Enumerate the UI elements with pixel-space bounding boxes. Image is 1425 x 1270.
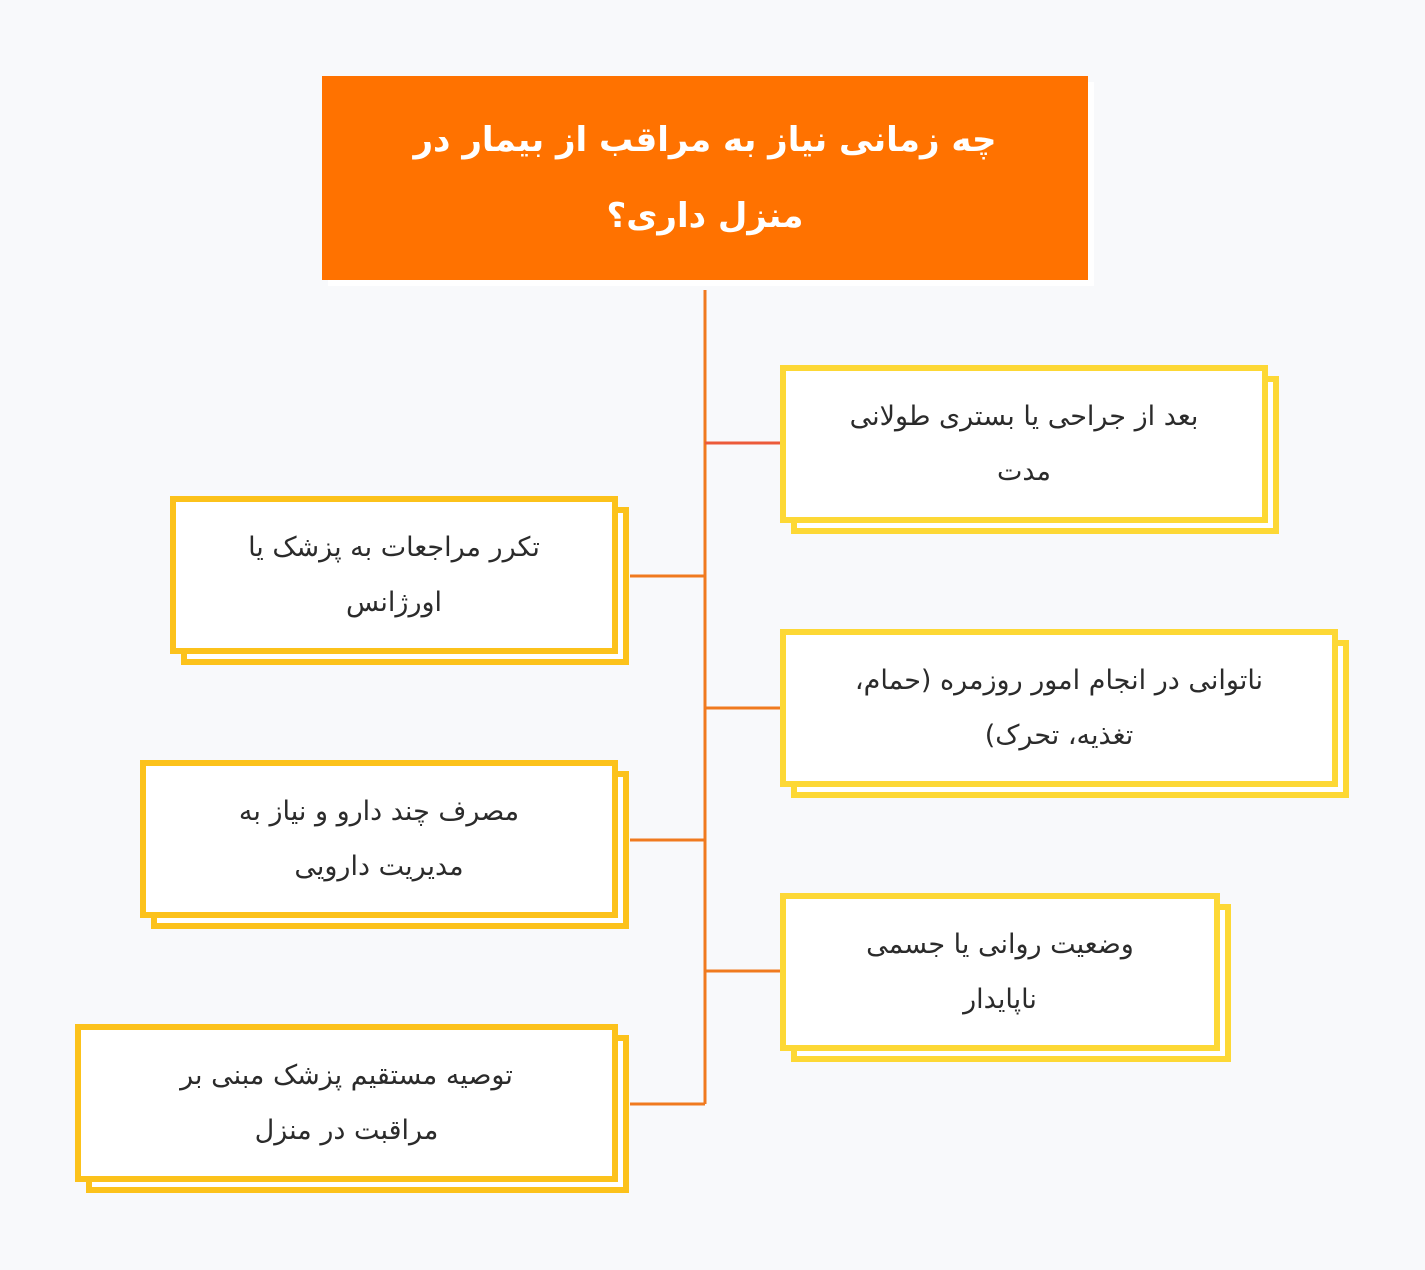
node-label: تکرر مراجعات به پزشک یا اورژانس	[248, 532, 540, 618]
node-left-1	[170, 496, 618, 654]
node-box	[140, 760, 618, 918]
node-label: توصیه مستقیم پزشک مبنی بر مراقبت در منزل	[180, 1060, 513, 1146]
node-box	[170, 496, 618, 654]
node-right-3	[780, 893, 1220, 1051]
node-left-2	[140, 760, 618, 918]
node-box	[780, 365, 1268, 523]
node-box	[780, 629, 1338, 787]
diagram-title: چه زمانی نیاز به مراقب از بیمار در منزل داری؟	[413, 120, 997, 236]
node-box	[780, 893, 1220, 1051]
node-label: بعد از جراحی یا بستری طولانی مدت	[849, 401, 1199, 487]
node-box	[75, 1024, 618, 1182]
node-right-2	[780, 629, 1338, 787]
title-box	[322, 76, 1088, 280]
node-label: مصرف چند دارو و نیاز به مدیریت دارویی	[238, 796, 520, 882]
node-label: وضعیت روانی یا جسمی ناپایدار	[866, 929, 1134, 1015]
node-label: ناتوانی در انجام امور روزمره (حمام، تغذیه، تحرک)	[854, 665, 1264, 751]
node-left-3	[75, 1024, 618, 1182]
node-right-1	[780, 365, 1268, 523]
